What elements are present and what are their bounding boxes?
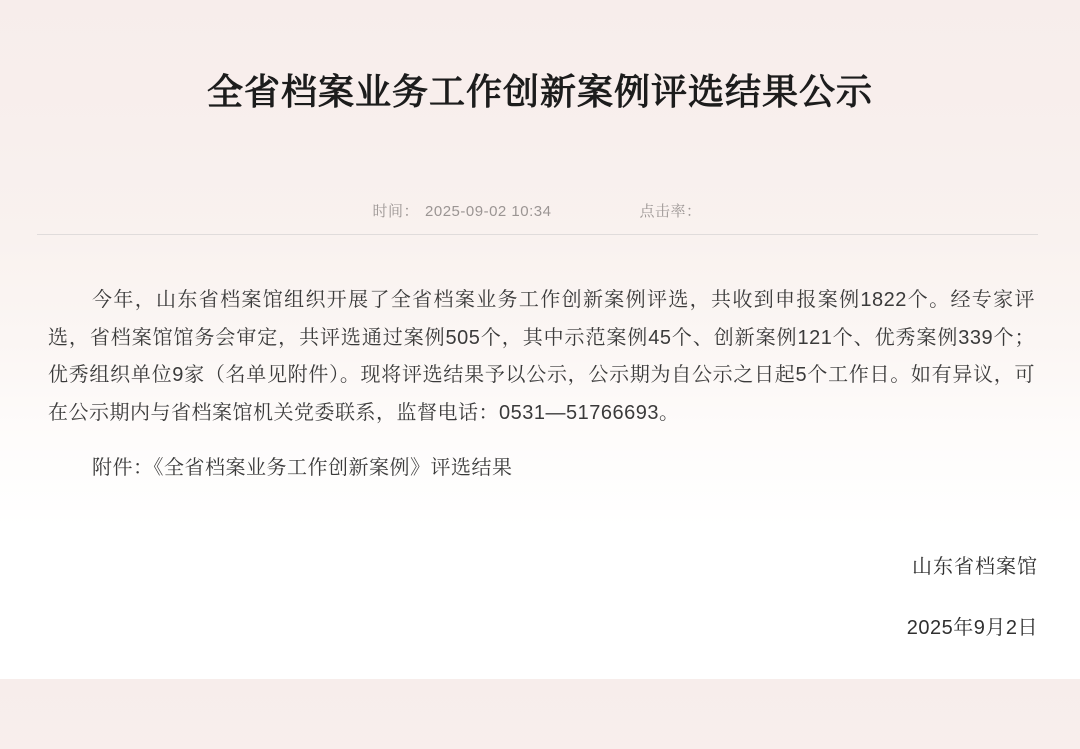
article-meta	[0, 200, 1080, 221]
signature-block	[0, 550, 1038, 640]
signature-organization: 山东省档案馆	[912, 555, 1038, 578]
body-paragraph: 今年，山东省档案馆组织开展了全省档案业务工作创新案例评选，共收到申报案例1822个。经专家评选，省档案馆馆务会审定，共评选通过案例505个，其中示范案例45个、创新案例121个、优秀案例339个；优秀组织单位9家（名单见附件）。现将评选结果予以公示，公示期为自公示之日起5个工作日。如有异议，可在公示期内与省档案馆机关党委联系，监督电话：0531—51766693。	[48, 289, 1035, 424]
attachment-link[interactable]: 附件：《全省档案业务工作创新案例》评选结果	[92, 457, 513, 479]
signature-date: 2025年9月2日	[906, 616, 1038, 639]
page-title: 全省档案业务工作创新案例评选结果公示	[206, 71, 873, 112]
time-value: 2025-09-02 10:34	[425, 203, 552, 220]
hits-label: 点击率：	[639, 203, 702, 220]
time-label: 时间：	[372, 203, 420, 220]
meta-divider	[37, 234, 1038, 235]
article-page	[0, 70, 1080, 749]
article-body	[48, 282, 1035, 488]
